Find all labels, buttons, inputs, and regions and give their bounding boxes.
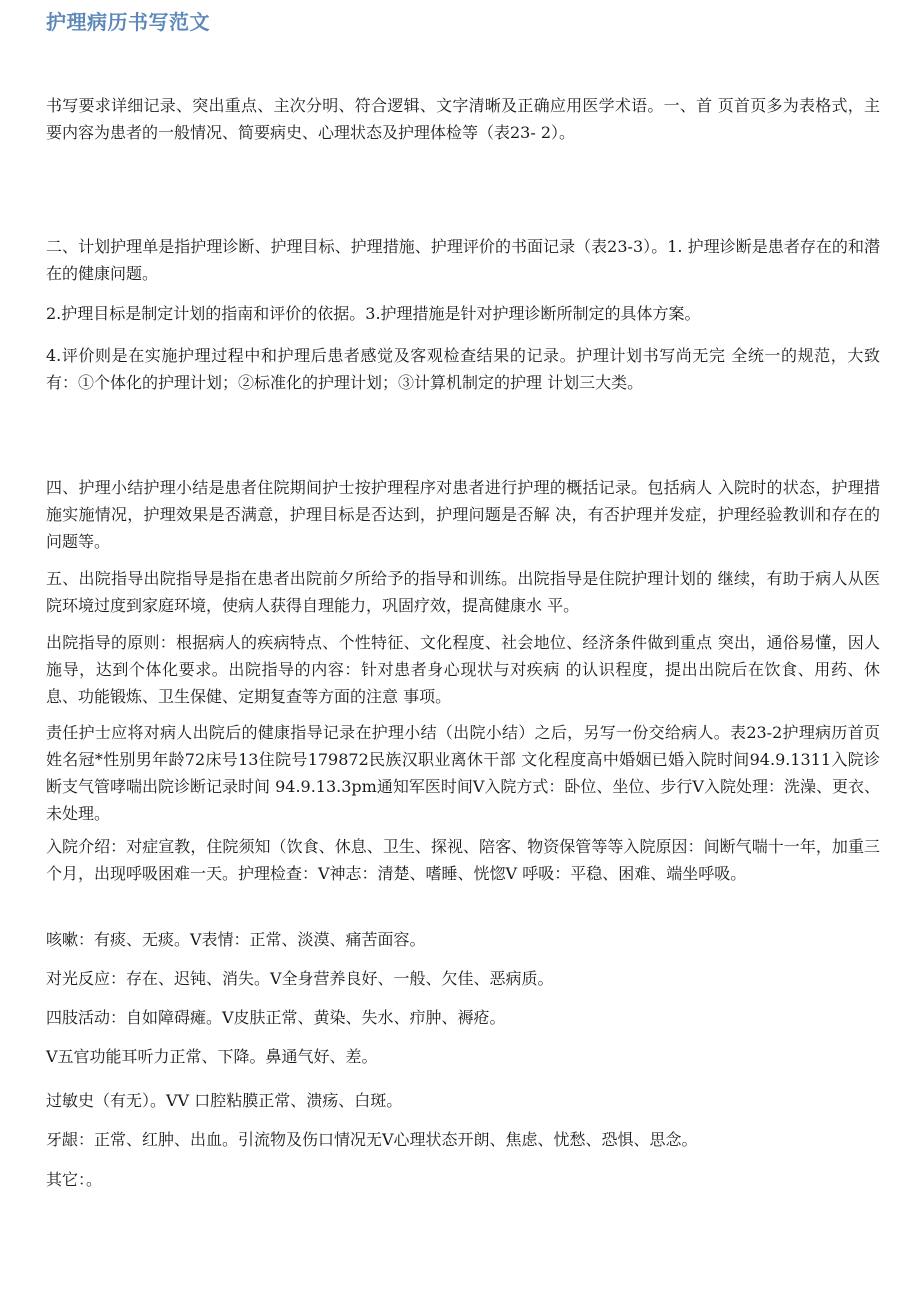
paragraph-evaluation: 4.评价则是在实施护理过程中和护理后患者感觉及客观检查结果的记录。护理计划书写尚无完 全统一的规范，大致有：①个体化的护理计划；②标准化的护理计划；③计算机制定的护理 计划三大类。	[46, 346, 880, 392]
paragraph-allergy: 过敏史（有无）。VV 口腔粘膜正常、溃疡、白斑。	[46, 1091, 403, 1110]
document-title: 护理病历书写范文	[46, 10, 210, 34]
paragraph-gums: 牙龈：正常、红肿、出血。引流物及伤口情况无V心理状态开朗、焦虑、忧愁、恐惧、思念。	[46, 1130, 698, 1149]
paragraph-discharge-guidance: 五、出院指导出院指导是指在患者出院前夕所给予的指导和训练。出院指导是住院护理计划的 继续，有助于病人从医院环境过度到家庭环境，使病人获得自理能力，巩固疗效，提高健康水 平。	[46, 569, 880, 615]
paragraph-light-reflex: 对光反应：存在、迟钝、消失。V全身营养良好、一般、欠佳、恶病质。	[46, 969, 554, 988]
paragraph-discharge-principles: 出院指导的原则：根据病人的疾病特点、个性特征、文化程度、社会地位、经济条件做到重点 突出，通俗易懂，因人施导，达到个体化要求。出院指导的内容：针对患者身心现状与对疾病 的认识程度，提出出院后在饮食、用药、休息、功能锻炼、卫生保健、定期复查等方面的注意 事项。	[46, 633, 880, 706]
paragraph-nursing-summary: 四、护理小结护理小结是患者住院期间护士按护理程序对患者进行护理的概括记录。包括病人 入院时的状态，护理措施实施情况，护理效果是否满意，护理目标是否达到，护理问题是否解 决，有否护理并发症，护理经验教训和存在的问题等。	[46, 478, 880, 551]
paragraph-admission-intro: 入院介绍：对症宣教，住院须知（饮食、休息、卫生、探视、陪客、物资保管等等入院原因：间断气喘十一年，加重三个月，出现呼吸困难一天。护理检查：V神志：清楚、嗜睡、恍惚V 呼吸：平稳、困难、端坐呼吸。	[46, 837, 880, 883]
paragraph-care-plan: 二、计划护理单是指护理诊断、护理目标、护理措施、护理评价的书面记录（表23-3）。1. 护理诊断是患者存在的和潜在的健康问题。	[46, 237, 880, 283]
paragraph-limb-activity: 四肢活动：自如障碍瘫。V皮肤正常、黄染、失水、疖肿、褥疮。	[46, 1008, 506, 1027]
paragraph-other: 其它：。	[46, 1170, 103, 1189]
paragraph-nursing-goals: 2.护理目标是制定计划的指南和评价的依据。3.护理措施是针对护理诊断所制定的具体方案。	[46, 304, 701, 323]
paragraph-cough: 咳嗽：有痰、无痰。V表情：正常、淡漠、痛苦面容。	[46, 930, 426, 949]
paragraph-nurse-record: 责任护士应将对病人出院后的健康指导记录在护理小结（出院小结）之后，另写一份交给病人。表23-2护理病历首页姓名冠*性别男年龄72床号13住院号179872民族汉职业离休干部 文化程度高中婚姻已婚入院时间94.9.1311入院诊断支气管哮喘出院诊断记录时间 94.9.13.3pm通知军医时间V入院方式：卧位、坐位、步行V入院处理：洗澡、更衣、未处理。	[46, 723, 880, 823]
paragraph-senses: V五官功能耳听力正常、下降。鼻通气好、差。	[46, 1047, 378, 1066]
paragraph-writing-requirements: 书写要求详细记录、突出重点、主次分明、符合逻辑、文字清晰及正确应用医学术语。一、首 页首页多为表格式，主要内容为患者的一般情况、简要病史、心理状态及护理体检等（表23- 2）。	[46, 96, 880, 142]
